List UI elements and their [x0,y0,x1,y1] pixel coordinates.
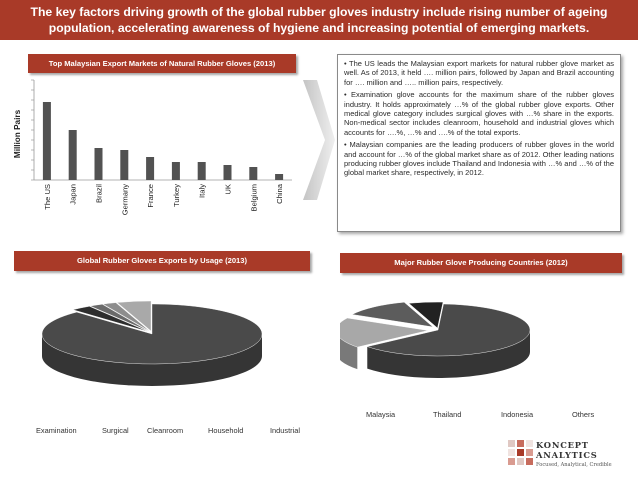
legend-item-others: Others [572,410,595,419]
bar-japan [69,130,77,180]
pie-slice-examination [42,304,262,386]
bar-the-us [43,102,51,180]
x-tick-label: Germany [120,184,130,216]
x-tick-label: France [146,184,156,208]
x-tick-label: Italy [197,184,207,198]
x-tick-label: Brazil [94,184,104,203]
x-tick-label: Turkey [171,184,181,207]
logo-wordmark: KONCEPT ANALYTICS [536,440,598,460]
usage-pie-chart [40,294,290,404]
y-axis-label: Million Pairs [13,109,22,159]
legend-item-cleanroom: Cleanroom [147,426,184,435]
legend-item-examination: Examination [36,426,77,435]
company-logo [508,438,626,474]
logo-tagline: Focused, Analytical, Credible [536,462,612,468]
bar-brazil [95,148,103,180]
export-markets-bar-chart [0,74,300,224]
bar-turkey [172,162,180,180]
x-tick-label: The US [42,184,52,210]
legend-item-thailand: Thailand [433,410,462,419]
x-tick-label: Belgium [249,184,259,212]
insight-usage: • Examination glove accounts for the maximum share of the rubber gloves industry. It holds approximately …% of the global rubber glove exports. Other medical glove category includes surgical gloves with …% share in the exports. Non-medical sector includes cleanroom, household and industrial gloves which accounts for ….%, …% and ….% of the total exports. [344,90,614,137]
insight-export-markets: • The US leads the Malaysian export markets for natural rubber glove market as well. As of 2013, it held …. million pairs, followed by Japan and Brazil accounting for …. million and ….. million pairs, respectively. [344,59,614,87]
bar-chart-title: Top Malaysian Export Markets of Natural Rubber Gloves (2013) [28,54,296,73]
legend-item-industrial: Industrial [270,426,300,435]
bar-france [146,157,154,180]
bar-belgium [249,167,257,180]
x-tick-label: China [275,184,285,204]
bar-italy [198,162,206,180]
chevron-right-icon [303,80,335,200]
usage-chart-title: Global Rubber Gloves Exports by Usage (2013) [14,251,310,271]
bar-germany [120,150,128,180]
x-tick-label: UK [223,184,233,195]
x-tick-label: Japan [68,184,78,205]
legend-item-malaysia: Malaysia [366,410,396,419]
producer-chart-title: Major Rubber Glove Producing Countries (2012) [340,253,622,273]
headline-line-1: The key factors driving growth of the global rubber gloves industry include rising number of ageing [30,5,608,19]
bar-china [275,174,283,180]
headline-banner [0,0,638,40]
legend-item-surgical: Surgical [102,426,129,435]
headline-line-2: population, accelerating awareness of hygiene and increasing potential of emerging markets. [48,21,590,35]
insight-producers: • Malaysian companies are the leading producers of rubber gloves in the world and account for …% of the global market share as of 2012. Other leading nations producing rubber gloves include Thailand and Indonesia with …% and …% of the global market share, respectively, in 2012. [344,140,614,178]
bar-uk [224,165,232,180]
producer-pie-chart [340,290,540,400]
legend-item-household: Household [208,426,244,435]
key-insights-textbox [337,54,621,232]
legend-item-indonesia: Indonesia [501,410,534,419]
logo-grid-icon [508,440,534,472]
